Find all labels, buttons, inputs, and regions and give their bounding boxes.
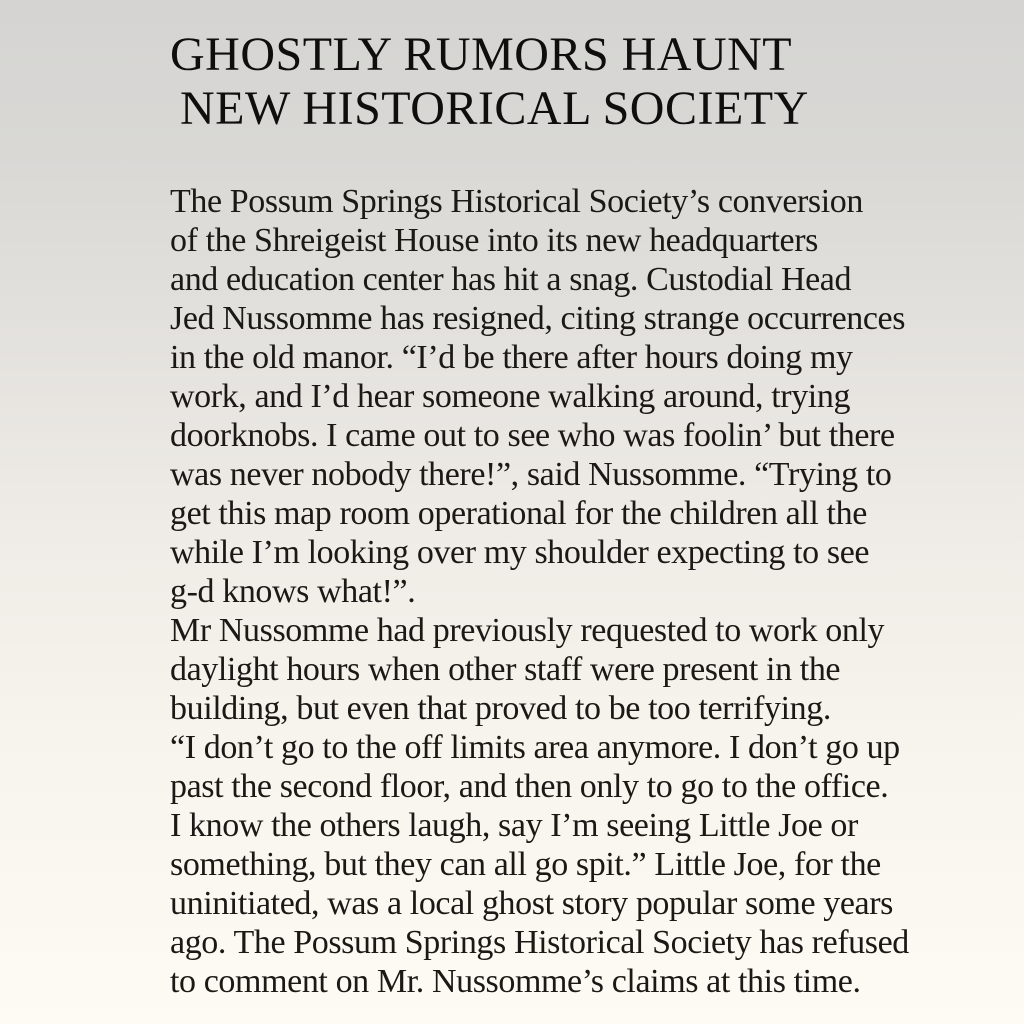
article-body-line: and education center has hit a snag. Custodial Head <box>170 261 852 298</box>
article-headline <box>170 28 984 136</box>
article-body <box>170 182 984 1001</box>
article-body-line: I know the others laugh, say I’m seeing Little Joe or <box>170 807 858 844</box>
article-body-line: g-d knows what!”. <box>170 573 416 610</box>
headline-line-1: GHOSTLY RUMORS HAUNT <box>170 28 793 81</box>
article-body-line: Jed Nussomme has resigned, citing strange occurrences <box>170 300 906 337</box>
article-body-line: work, and I’d hear someone walking around, trying <box>170 378 851 415</box>
article-body-line: The Possum Springs Historical Society’s conversion <box>170 183 864 220</box>
article-body-line: something, but they can all go spit.” Little Joe, for the <box>170 846 881 883</box>
article-body-line: building, but even that proved to be too terrifying. <box>170 690 831 727</box>
article-body-line: in the old manor. “I’d be there after hours doing my <box>170 339 853 376</box>
article-body-line: of the Shreigeist House into its new headquarters <box>170 222 818 259</box>
article-body-line: get this map room operational for the children all the <box>170 495 867 532</box>
article-body-line: while I’m looking over my shoulder expecting to see <box>170 534 870 571</box>
headline-line-2: NEW HISTORICAL SOCIETY <box>180 82 809 135</box>
article-body-line: “I don’t go to the off limits area anymore. I don’t go up <box>170 729 900 766</box>
article-body-line: daylight hours when other staff were present in the <box>170 651 841 688</box>
news-article <box>170 28 984 1001</box>
article-body-line: uninitiated, was a local ghost story popular some years <box>170 885 893 922</box>
article-body-line: Mr Nussomme had previously requested to work only <box>170 612 885 649</box>
article-body-line: past the second floor, and then only to go to the office. <box>170 768 889 805</box>
article-body-line: to comment on Mr. Nussomme’s claims at this time. <box>170 963 861 1000</box>
article-body-line: ago. The Possum Springs Historical Society has refused <box>170 924 909 961</box>
article-body-line: doorknobs. I came out to see who was foolin’ but there <box>170 417 895 454</box>
article-body-line: was never nobody there!”, said Nussomme. “Trying to <box>170 456 892 493</box>
